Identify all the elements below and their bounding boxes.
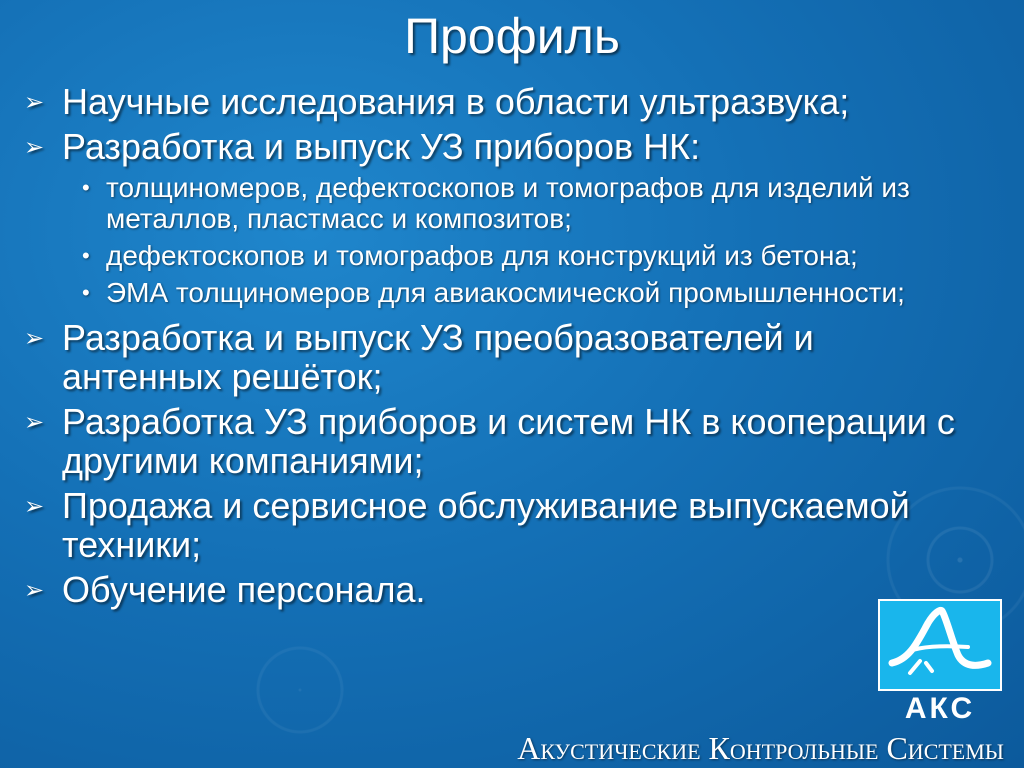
arrow-bullet-icon: ➢ bbox=[24, 134, 45, 161]
bullet-list bbox=[20, 82, 980, 615]
bullet-item: ➢ Научные исследования в области ультразвука; bbox=[24, 81, 850, 122]
arrow-bullet-icon: ➢ bbox=[24, 89, 45, 116]
arrow-bullet-icon: ➢ bbox=[24, 409, 45, 436]
logo-a-mark-icon bbox=[880, 601, 1000, 689]
dot-bullet-icon: • bbox=[82, 280, 90, 305]
sub-bullet-item: • ЭМА толщиномеров для авиакосмической промышленности; bbox=[82, 277, 905, 308]
dot-bullet-icon: • bbox=[82, 243, 90, 268]
bullet-item: ➢ Разработка УЗ приборов и систем НК в кооперации с другими компаниями; bbox=[24, 401, 955, 481]
slide-title: Профиль bbox=[404, 8, 620, 64]
bullet-item: ➢ Разработка и выпуск УЗ преобразователей и антенных решёток; bbox=[24, 317, 814, 397]
company-name: Акустические Контрольные Системы bbox=[517, 730, 1004, 766]
sub-bullet-item: • дефектоскопов и томографов для конструкций из бетона; bbox=[82, 240, 858, 271]
bullet-item: ➢ Продажа и сервисное обслуживание выпускаемой техники; bbox=[24, 485, 910, 565]
bullet-item: ➢ Разработка и выпуск УЗ приборов НК: bbox=[24, 126, 701, 167]
logo-wordmark: АКС bbox=[904, 692, 976, 725]
arrow-bullet-icon: ➢ bbox=[24, 493, 45, 520]
sub-bullet-item: • толщиномеров, дефектоскопов и томографов для изделий из металлов, пластмасс и композитов; bbox=[82, 172, 910, 234]
company-logo-icon bbox=[878, 599, 1002, 691]
dot-bullet-icon: • bbox=[82, 175, 90, 200]
arrow-bullet-icon: ➢ bbox=[24, 577, 45, 604]
bullet-item: ➢ Обучение персонала. bbox=[24, 569, 426, 610]
arrow-bullet-icon: ➢ bbox=[24, 325, 45, 352]
